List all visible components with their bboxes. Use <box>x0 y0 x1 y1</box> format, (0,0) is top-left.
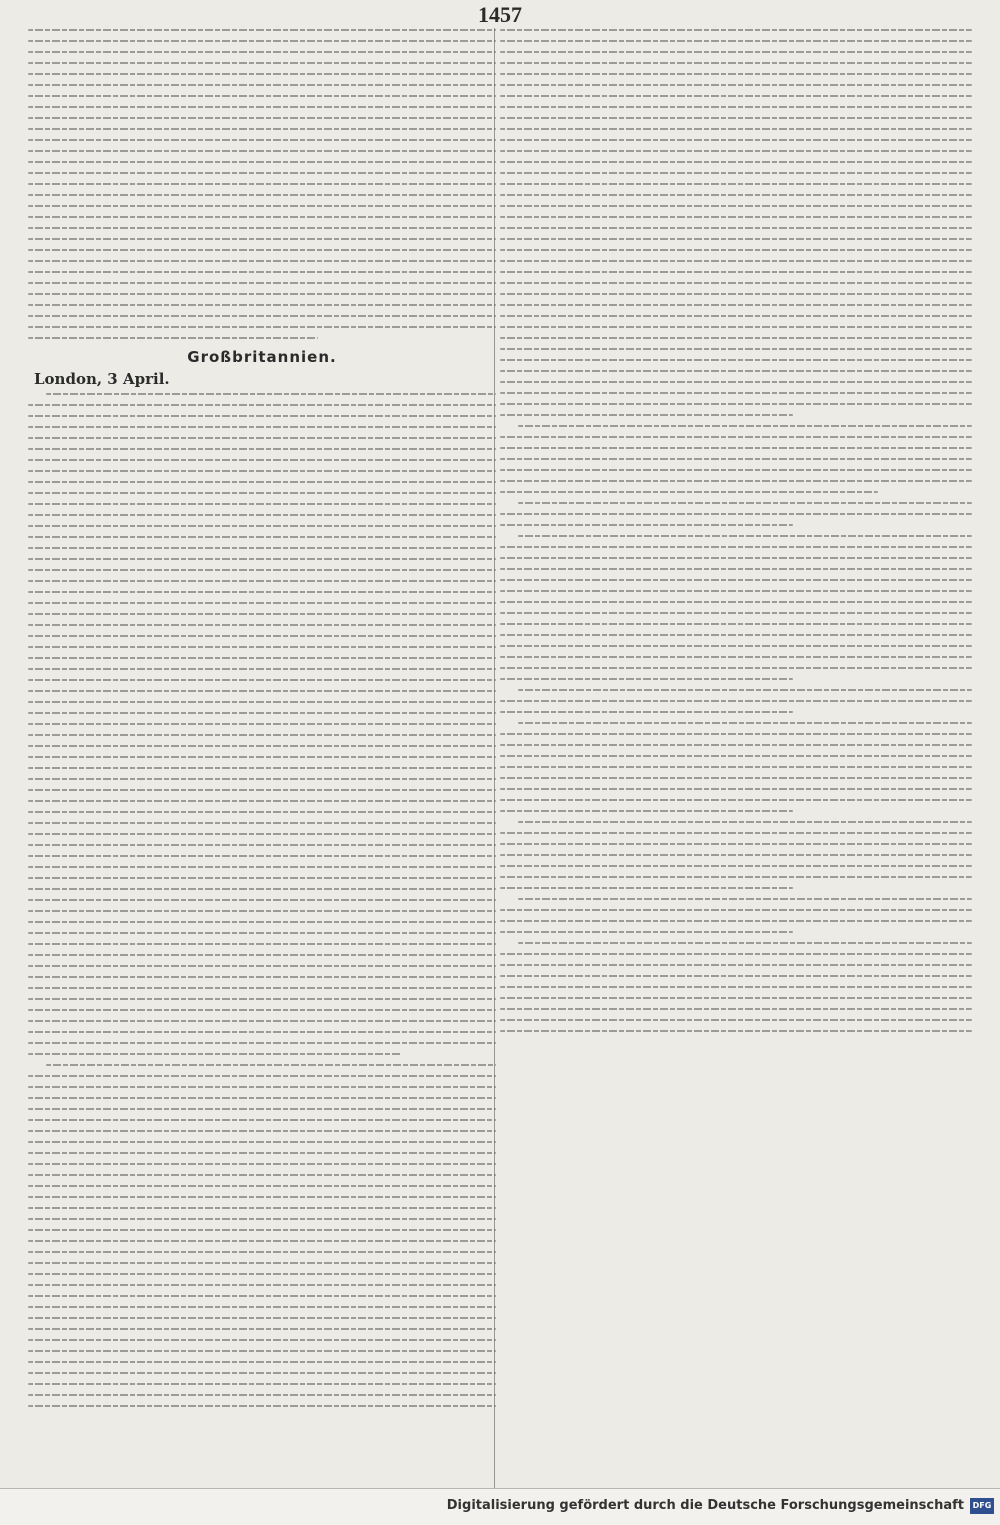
section-heading: Großbritannien. <box>187 348 337 366</box>
text-block-emigration <box>500 942 972 1032</box>
left-column <box>28 24 496 1509</box>
text-block-disraeli <box>28 393 496 1055</box>
text-block-dudley <box>500 689 972 713</box>
right-column <box>500 24 972 1509</box>
dfg-logo-icon: DFG <box>970 1498 994 1514</box>
text-block-mersey-tunnel <box>500 898 972 933</box>
text-block-peel <box>500 535 972 680</box>
text-block-tramway <box>28 29 496 339</box>
text-block-terrot <box>500 502 972 526</box>
text-block-london-society <box>500 722 972 812</box>
text-block-windsor <box>500 425 972 493</box>
text-block-times-report <box>28 1064 496 1407</box>
footer-credit: Digitalisierung gefördert durch die Deutsche Forschungsgemeinschaft <box>446 1498 964 1513</box>
page-number: 1457 <box>478 2 522 27</box>
text-block-letter <box>500 821 972 889</box>
dateline: London, 3 April. <box>34 370 170 388</box>
footer-bar <box>0 1488 1000 1525</box>
text-block-manchester <box>500 29 972 416</box>
